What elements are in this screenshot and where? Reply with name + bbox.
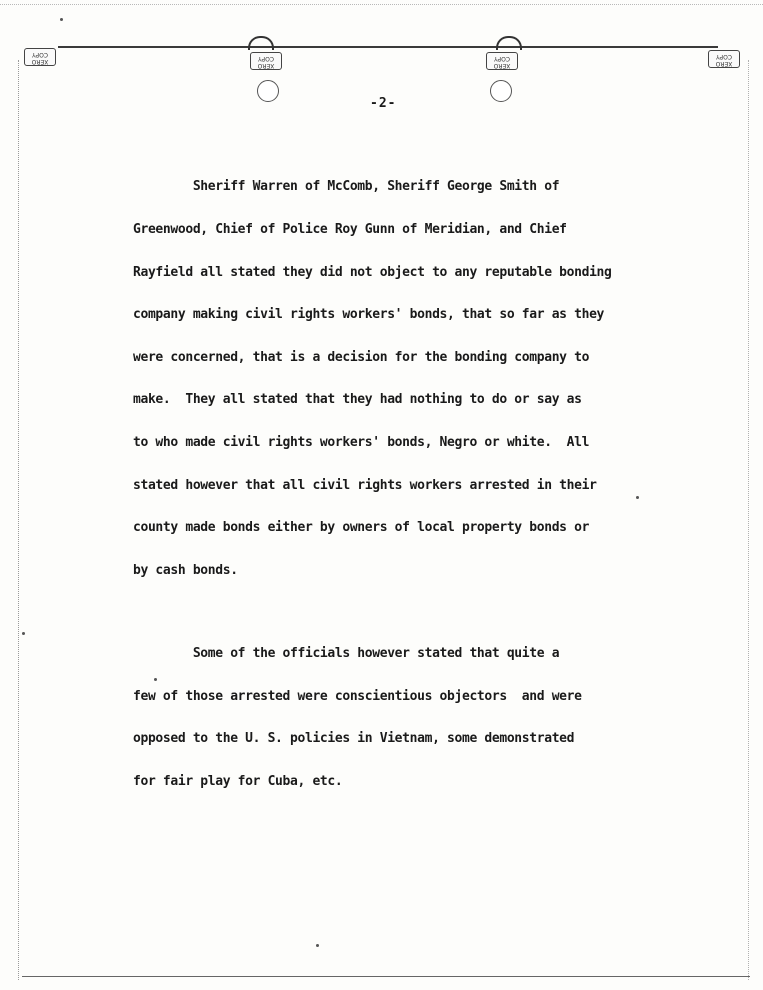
text-line: to who made civil rights workers' bonds, Negro or white. All: [133, 435, 590, 451]
text-line: company making civil rights workers' bonds, that so far as they: [133, 307, 605, 323]
text-line: make. They all stated that they had nothing to do or say as: [133, 392, 582, 408]
xero-copy-stamp: XERO COPY: [24, 48, 56, 66]
scan-speck: [316, 944, 319, 947]
punch-hole-icon: [490, 80, 512, 102]
body-text: [133, 152, 693, 829]
text-line: Greenwood, Chief of Police Roy Gunn of Meridian, and Chief: [133, 222, 567, 238]
page-number: -2-: [370, 96, 397, 111]
bottom-rule: [22, 976, 750, 977]
scan-speck: [636, 496, 639, 499]
scan-speck: [154, 678, 157, 681]
binder-clip-icon: [496, 36, 522, 50]
text-line: by cash bonds.: [133, 562, 238, 578]
scan-speck: [60, 18, 63, 21]
top-edge: [0, 4, 763, 5]
xero-copy-stamp: XERO COPY: [486, 52, 518, 70]
punch-hole-icon: [257, 80, 279, 102]
text-line: Rayfield all stated they did not object to any reputable bonding: [133, 264, 612, 280]
paragraph: [133, 152, 693, 607]
scan-speck: [22, 632, 25, 635]
paragraph: [133, 619, 693, 818]
text-line: for fair play for Cuba, etc.: [133, 773, 343, 789]
text-line: were concerned, that is a decision for the bonding company to: [133, 349, 590, 365]
top-rule: [58, 46, 718, 48]
text-line: stated however that all civil rights workers arrested in their: [133, 477, 597, 493]
text-line: opposed to the U. S. policies in Vietnam, some demonstrated: [133, 731, 575, 747]
binder-clip-icon: [248, 36, 274, 50]
text-line: Some of the officials however stated that quite a: [133, 645, 560, 661]
right-edge: [748, 60, 749, 980]
xero-copy-stamp: XERO COPY: [250, 52, 282, 70]
text-line: few of those arrested were conscientious objectors and were: [133, 688, 582, 704]
text-line: Sheriff Warren of McComb, Sheriff George Smith of: [133, 179, 560, 195]
xero-copy-stamp: XERO COPY: [708, 50, 740, 68]
text-line: county made bonds either by owners of local property bonds or: [133, 520, 590, 536]
left-edge: [18, 60, 19, 980]
